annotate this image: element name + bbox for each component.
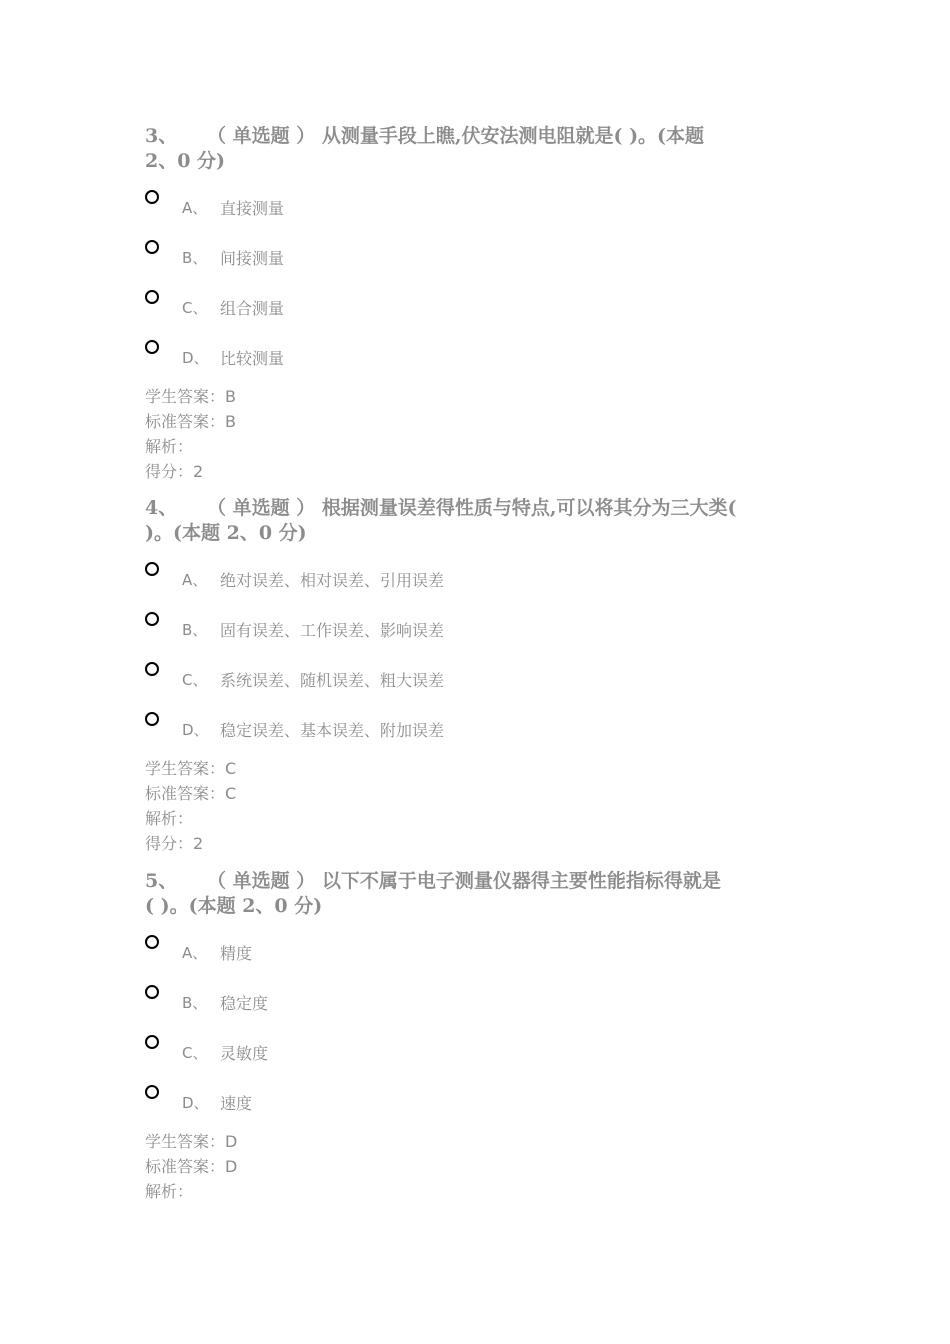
radio-button-icon[interactable] (145, 712, 159, 726)
answer-info (145, 384, 810, 484)
option-letter: C、 (182, 671, 208, 689)
question-number: 5、 (145, 870, 178, 892)
option-text: 稳定度 (220, 994, 269, 1013)
option-c[interactable] (145, 1035, 810, 1085)
option-list (145, 562, 810, 762)
answer-info (145, 1129, 810, 1204)
radio-button-icon[interactable] (145, 240, 159, 254)
analysis: 解析： (145, 437, 194, 456)
option-text: 组合测量 (220, 299, 285, 318)
option-list (145, 190, 810, 390)
analysis: 解析： (145, 1182, 194, 1201)
standard-answer: 标准答案：D (145, 1157, 238, 1176)
radio-button-icon[interactable] (145, 290, 159, 304)
option-text: 固有误差、工作误差、影响误差 (220, 621, 445, 640)
option-text: 速度 (220, 1094, 253, 1113)
question-number: 3、 (145, 125, 178, 147)
question-4 (145, 496, 810, 856)
question-title (145, 869, 810, 919)
answer-info (145, 756, 810, 856)
option-letter: C、 (182, 1044, 208, 1062)
option-letter: B、 (182, 249, 208, 267)
question-title-line1: （ 单选题 ） 根据测量误差得性质与特点,可以将其分为三大类( (207, 497, 737, 519)
option-text: 绝对误差、相对误差、引用误差 (220, 571, 445, 590)
standard-answer: 标准答案：C (145, 784, 237, 803)
option-letter: A、 (182, 199, 208, 217)
option-c[interactable] (145, 662, 810, 712)
option-text: 系统误差、随机误差、粗大误差 (220, 671, 445, 690)
student-answer: 学生答案：D (145, 1132, 238, 1151)
question-5 (145, 869, 810, 1204)
standard-answer: 标准答案：B (145, 412, 236, 431)
radio-button-icon[interactable] (145, 662, 159, 676)
question-title-line1: （ 单选题 ） 从测量手段上瞧,伏安法测电阻就是( )。(本题 (207, 125, 705, 147)
option-c[interactable] (145, 290, 810, 340)
score: 得分：2 (145, 834, 204, 853)
radio-button-icon[interactable] (145, 1085, 159, 1099)
option-text: 灵敏度 (220, 1044, 269, 1063)
option-d[interactable] (145, 340, 810, 390)
option-d[interactable] (145, 712, 810, 762)
option-letter: D、 (182, 721, 209, 739)
option-letter: C、 (182, 299, 208, 317)
radio-button-icon[interactable] (145, 612, 159, 626)
option-text: 直接测量 (220, 199, 285, 218)
option-text: 精度 (220, 944, 253, 963)
score: 得分：2 (145, 462, 204, 481)
question-title (145, 496, 810, 546)
option-b[interactable] (145, 612, 810, 662)
radio-button-icon[interactable] (145, 340, 159, 354)
analysis: 解析： (145, 809, 194, 828)
question-title-line2: 2、0 分) (145, 150, 226, 172)
option-list (145, 935, 810, 1135)
option-letter: A、 (182, 944, 208, 962)
option-text: 间接测量 (220, 249, 285, 268)
option-a[interactable] (145, 935, 810, 985)
student-answer: 学生答案：B (145, 387, 236, 406)
question-title-line1: （ 单选题 ） 以下不属于电子测量仪器得主要性能指标得就是 (207, 870, 721, 892)
question-3 (145, 124, 810, 484)
option-a[interactable] (145, 190, 810, 240)
option-text: 稳定误差、基本误差、附加误差 (220, 721, 445, 740)
question-title-line2: )。(本题 2、0 分) (145, 522, 307, 544)
option-text: 比较测量 (220, 349, 285, 368)
option-a[interactable] (145, 562, 810, 612)
radio-button-icon[interactable] (145, 562, 159, 576)
radio-button-icon[interactable] (145, 190, 159, 204)
option-d[interactable] (145, 1085, 810, 1135)
option-letter: B、 (182, 994, 208, 1012)
student-answer: 学生答案：C (145, 759, 237, 778)
question-number: 4、 (145, 497, 178, 519)
option-letter: D、 (182, 349, 209, 367)
radio-button-icon[interactable] (145, 935, 159, 949)
option-letter: A、 (182, 571, 208, 589)
option-b[interactable] (145, 985, 810, 1035)
option-b[interactable] (145, 240, 810, 290)
radio-button-icon[interactable] (145, 1035, 159, 1049)
question-title (145, 124, 810, 174)
question-title-line2: ( )。(本题 2、0 分) (145, 895, 323, 917)
option-letter: D、 (182, 1094, 209, 1112)
radio-button-icon[interactable] (145, 985, 159, 999)
option-letter: B、 (182, 621, 208, 639)
